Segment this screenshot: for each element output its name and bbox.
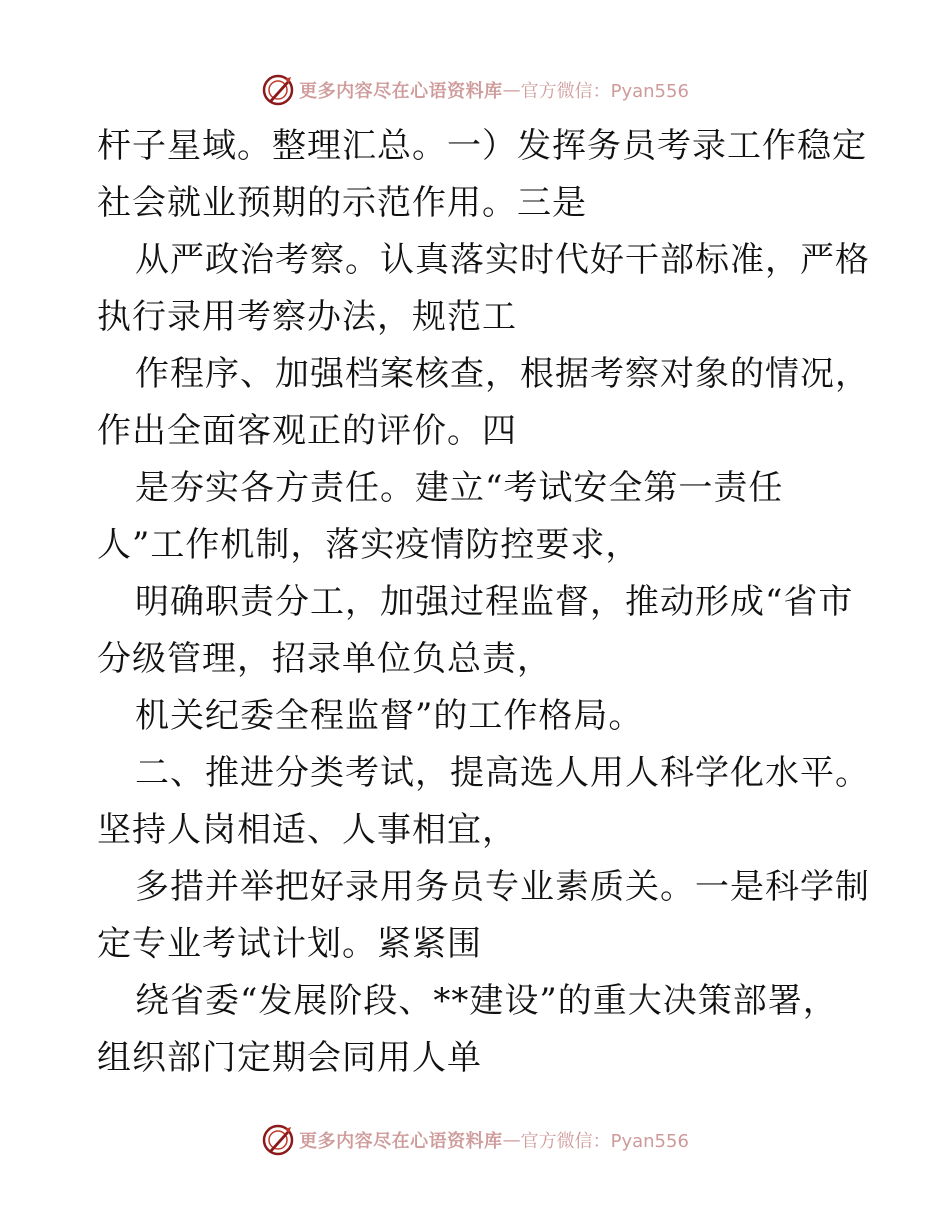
watermark-text: 更多内容尽在心语资料库 <box>299 1131 503 1152</box>
seal-pen-icon <box>261 73 295 107</box>
text-line: 多措并举把好录用务员专业素质关。一是科学制 <box>135 867 870 907</box>
footer-watermark <box>0 1120 950 1160</box>
text-line: 是夯实各方责任。建立“考试安全第一责任 <box>135 468 784 508</box>
text-line: 坚持人岗相适、人事相宜， <box>97 810 517 850</box>
text-line: 绕省委“发展阶段、**建设”的重大决策部署， <box>135 981 838 1021</box>
watermark-separator: — <box>502 79 521 101</box>
watermark-text: 更多内容尽在心语资料库 <box>299 81 503 102</box>
text-line: 组织部门定期会同用人单 <box>97 1038 482 1078</box>
text-line: 作出全面客观正的评价。四 <box>97 411 517 451</box>
text-line: 机关纪委全程监督”的工作格局。 <box>135 696 644 736</box>
text-line: 作程序、加强档案核查，根据考察对象的情况， <box>135 354 870 394</box>
text-line: 分级管理，招录单位负总责， <box>97 639 552 679</box>
text-line: 从严政治考察。认真落实时代好干部标准，严格 <box>135 240 870 280</box>
text-line: 执行录用考察办法，规范工 <box>97 297 517 337</box>
text-line: 定专业考试计划。紧紧围 <box>97 924 482 964</box>
header-watermark <box>0 70 950 110</box>
text-line: 二、推进分类考试，提高选人用人科学化水平。 <box>135 753 870 793</box>
document-body <box>97 118 870 1087</box>
text-line: 杆子星域。整理汇总。一）发挥务员考录工作稳定 <box>97 126 867 166</box>
text-line: 社会就业预期的示范作用。三是 <box>97 183 587 223</box>
text-line: 明确职责分工，加强过程监督，推动形成“省市 <box>135 582 854 622</box>
watermark-separator: — <box>502 1129 521 1151</box>
seal-pen-icon <box>261 1123 295 1157</box>
text-line: 人”工作机制，落实疫情防控要求， <box>97 525 641 565</box>
watermark-contact: 官方微信：Pyan556 <box>520 1131 689 1152</box>
watermark-contact: 官方微信：Pyan556 <box>520 81 689 102</box>
